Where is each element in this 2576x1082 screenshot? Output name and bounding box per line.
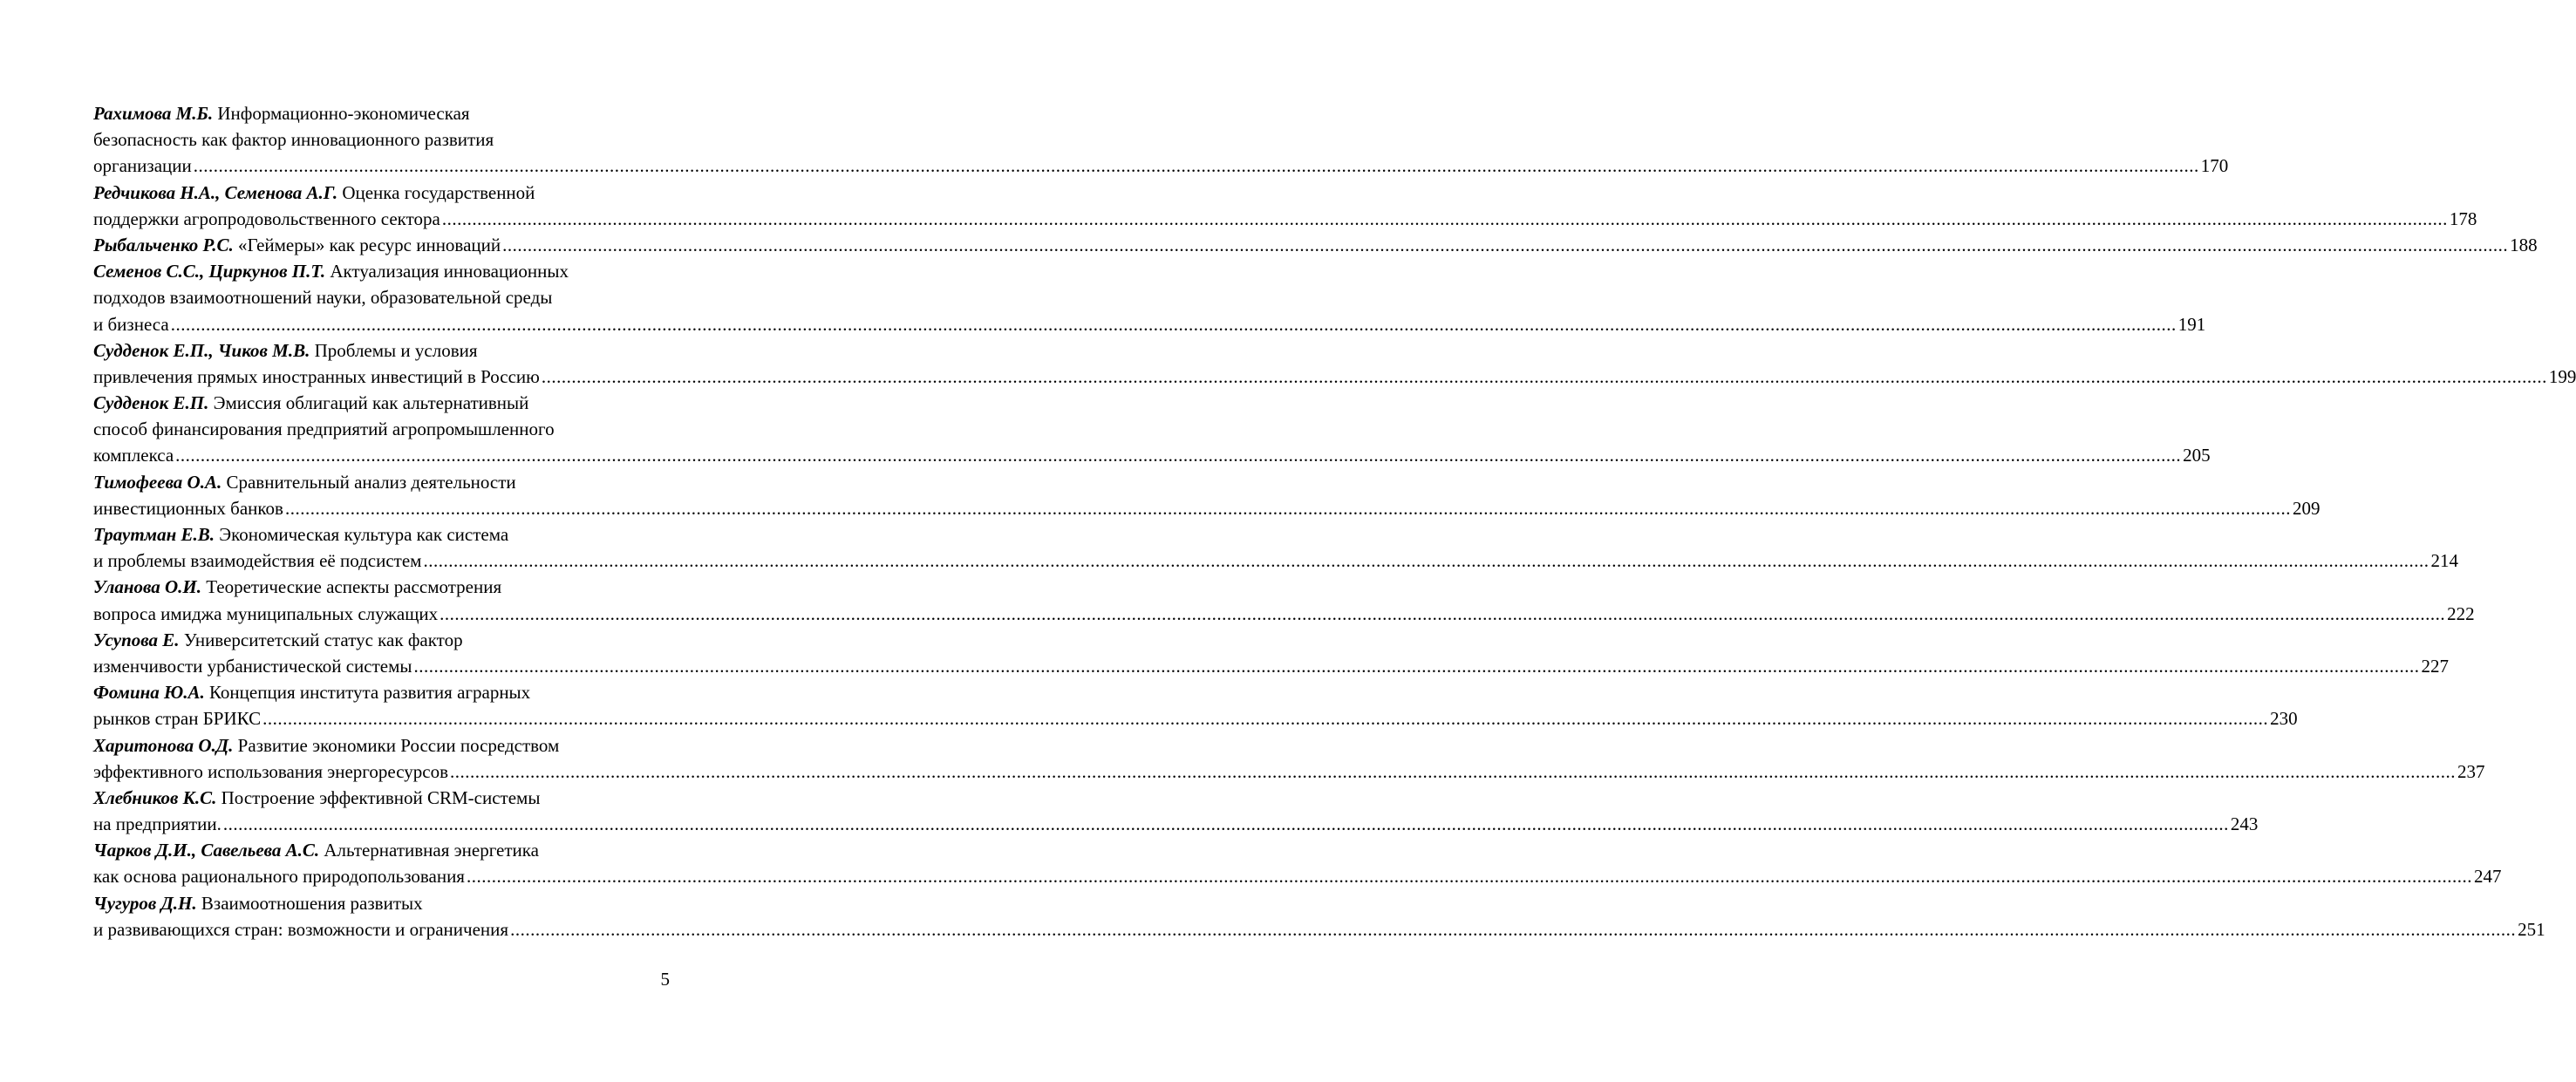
toc-title-text: Эмиссия облигаций как альтернативный: [213, 392, 529, 414]
toc-entry: [93, 100, 2229, 180]
toc-title-text: рынков стран БРИКС: [93, 708, 262, 730]
toc-line: [93, 337, 670, 364]
toc-line: [93, 100, 670, 126]
toc-entry: [93, 627, 2450, 679]
toc-line-with-page: [93, 495, 2320, 521]
toc-title-text: способ финансирования предприятий агропромышленного: [93, 419, 555, 440]
toc-entry: [93, 521, 2458, 574]
toc-entry: [93, 337, 2576, 390]
toc-line-with-page: [93, 153, 2229, 179]
toc-title-text: Альтернативная энергетика: [324, 840, 539, 861]
dot-leader: ................................................................................................................................................................................................................................................................................................................................................................................................................: [502, 234, 2509, 255]
toc-author: Судденок Е.П.: [93, 392, 209, 414]
toc-title-text: на предприятии.: [93, 813, 221, 835]
toc-line: [93, 416, 670, 442]
dot-leader: ................................................................................................................................................................................................................................................................................................................................................................................................................: [262, 708, 2269, 730]
toc-title-text: изменчивости урбанистической системы: [93, 655, 412, 677]
dot-leader: ................................................................................................................................................................................................................................................................................................................................................................................................................: [284, 497, 2291, 519]
toc-line-with-page: [93, 916, 2545, 942]
toc-line-with-page: [93, 863, 2502, 889]
toc-line: [93, 627, 670, 653]
toc-line: [93, 126, 670, 153]
toc-entry: [93, 469, 2320, 521]
toc-line: [93, 837, 670, 863]
toc-line: [93, 890, 670, 916]
toc-page-number: 247: [2473, 866, 2502, 888]
toc-title-text: Теоретические аспекты рассмотрения: [206, 576, 502, 598]
toc-title-text: «Геймеры» как ресурс инноваций: [238, 234, 501, 255]
toc-author: Усупова Е.: [93, 629, 180, 650]
toc-title-text: поддержки агропродовольственного сектора: [93, 208, 440, 229]
toc-title-text: комплекса: [93, 445, 174, 466]
toc-entry: [93, 732, 2485, 785]
toc-line: [93, 679, 670, 705]
toc-line: [93, 785, 670, 811]
dot-leader: ................................................................................................................................................................................................................................................................................................................................................................................................................: [510, 918, 2517, 940]
toc-line: [93, 574, 670, 600]
toc-title-text: Концепция института развития аграрных: [208, 682, 531, 704]
toc-line: [93, 180, 670, 206]
toc-page-number: 243: [2230, 813, 2259, 835]
toc-entry: [93, 390, 2211, 469]
toc-page-number: 205: [2183, 445, 2211, 466]
page-number: 5: [660, 969, 670, 990]
toc-title-text: как основа рационального природопользования: [93, 866, 465, 888]
toc-title-text: Проблемы и условия: [314, 339, 478, 361]
toc-line-with-page: [93, 548, 2458, 574]
toc-author: Рыбальченко Р.С.: [93, 234, 234, 255]
toc-title-text: и бизнеса: [93, 313, 169, 335]
toc-author: Фомина Ю.А.: [93, 682, 205, 704]
toc-line: [93, 521, 670, 548]
toc-title-text: Университетский статус как фактор: [183, 629, 463, 650]
toc-page-number: 237: [2457, 760, 2485, 782]
toc-line: [93, 284, 670, 310]
toc-page-number: 209: [2292, 497, 2320, 519]
toc-title-text: безопасность как фактор инновационного развития: [93, 129, 494, 151]
toc-entry: [93, 180, 2477, 232]
toc-author: Семенов С.С., Циркунов П.Т.: [93, 261, 326, 282]
dot-leader: ................................................................................................................................................................................................................................................................................................................................................................................................................: [441, 208, 2448, 229]
toc-line: [93, 469, 670, 495]
dot-leader: ................................................................................................................................................................................................................................................................................................................................................................................................................: [423, 550, 2429, 572]
toc-entry: [93, 785, 2259, 837]
toc-entry: [93, 890, 2545, 942]
toc-page-number: 199: [2548, 365, 2576, 387]
toc-page-number: 178: [2449, 208, 2477, 229]
dot-leader: ................................................................................................................................................................................................................................................................................................................................................................................................................: [541, 365, 2547, 387]
toc-entry: [93, 837, 2502, 889]
toc-author: Чугуров Д.Н.: [93, 892, 197, 914]
toc-entry: [93, 232, 2538, 258]
toc-author: Тимофеева О.А.: [93, 471, 222, 493]
toc-page-number: 188: [2510, 234, 2538, 255]
toc-author: Редчикова Н.А., Семенова А.Г.: [93, 181, 338, 203]
toc-title-text: организации: [93, 155, 192, 177]
toc-line-with-page: [93, 811, 2259, 837]
toc-line-with-page: [93, 759, 2485, 785]
toc-line-with-page: [93, 442, 2211, 468]
toc-page-number: 214: [2430, 550, 2458, 572]
toc-title-text: эффективного использования энергоресурсов: [93, 760, 449, 782]
dot-leader: ................................................................................................................................................................................................................................................................................................................................................................................................................: [175, 445, 2182, 466]
toc-title-text: подходов взаимоотношений науки, образовательной среды: [93, 287, 553, 309]
toc-author: Чарков Д.И., Савельева А.С.: [93, 840, 320, 861]
toc-page-number: 227: [2421, 655, 2450, 677]
toc-title-text: привлечения прямых иностранных инвестиций в Россию: [93, 365, 540, 387]
toc-title-text: Развитие экономики России посредством: [237, 734, 560, 756]
toc-line-with-page: [93, 364, 2576, 390]
toc-author: Хлебников К.С.: [93, 786, 217, 808]
toc-line-with-page: [93, 653, 2450, 679]
toc-author: Рахимова М.Б.: [93, 103, 214, 124]
toc-title-text: Взаимоотношения развитых: [201, 892, 423, 914]
toc-author: Траутман Е.В.: [93, 524, 215, 545]
toc-line-with-page: [93, 311, 2206, 337]
toc-line: [93, 390, 670, 416]
toc-author: Уланова О.И.: [93, 576, 201, 598]
toc-title-text: и проблемы взаимодействия её подсистем: [93, 550, 422, 572]
toc-title-text: Построение эффективной CRM-системы: [221, 786, 541, 808]
toc-entry: [93, 574, 2475, 626]
toc-entry: [93, 679, 2298, 732]
toc-title-text: вопроса имиджа муниципальных служащих: [93, 602, 439, 624]
toc-page-number: 222: [2447, 602, 2475, 624]
toc-entry: [93, 258, 2206, 337]
toc-author: Судденок Е.П., Чиков М.В.: [93, 339, 310, 361]
dot-leader: ................................................................................................................................................................................................................................................................................................................................................................................................................: [193, 155, 2199, 177]
toc-line: [93, 258, 670, 284]
dot-leader: ................................................................................................................................................................................................................................................................................................................................................................................................................: [413, 655, 2420, 677]
toc-line-with-page: [93, 232, 2538, 258]
table-of-contents: [93, 100, 2576, 942]
toc-line-with-page: [93, 601, 2475, 627]
toc-page-number: 191: [2177, 313, 2206, 335]
dot-leader: ................................................................................................................................................................................................................................................................................................................................................................................................................: [466, 866, 2472, 888]
dot-leader: ................................................................................................................................................................................................................................................................................................................................................................................................................: [450, 760, 2457, 782]
dot-leader: ................................................................................................................................................................................................................................................................................................................................................................................................................: [170, 313, 2177, 335]
toc-line-with-page: [93, 705, 2298, 732]
toc-title-text: Экономическая культура как система: [219, 524, 509, 545]
toc-page-number: 170: [2200, 155, 2229, 177]
toc-title-text: инвестиционных банков: [93, 497, 283, 519]
toc-title-text: Информационно-экономическая: [217, 103, 470, 124]
toc-title-text: Сравнительный анализ деятельности: [226, 471, 516, 493]
toc-page-number: 230: [2270, 708, 2298, 730]
toc-line: [93, 732, 670, 759]
toc-author: Харитонова О.Д.: [93, 734, 234, 756]
toc-page-number: 251: [2518, 918, 2545, 940]
toc-line-with-page: [93, 206, 2477, 232]
dot-leader: ................................................................................................................................................................................................................................................................................................................................................................................................................: [222, 813, 2229, 835]
dot-leader: ................................................................................................................................................................................................................................................................................................................................................................................................................: [440, 602, 2446, 624]
toc-line-text: [93, 232, 501, 258]
toc-title-text: и развивающихся стран: возможности и ограничения: [93, 918, 509, 940]
toc-title-text: Актуализация инновационных: [330, 261, 569, 282]
toc-title-text: Оценка государственной: [342, 181, 535, 203]
